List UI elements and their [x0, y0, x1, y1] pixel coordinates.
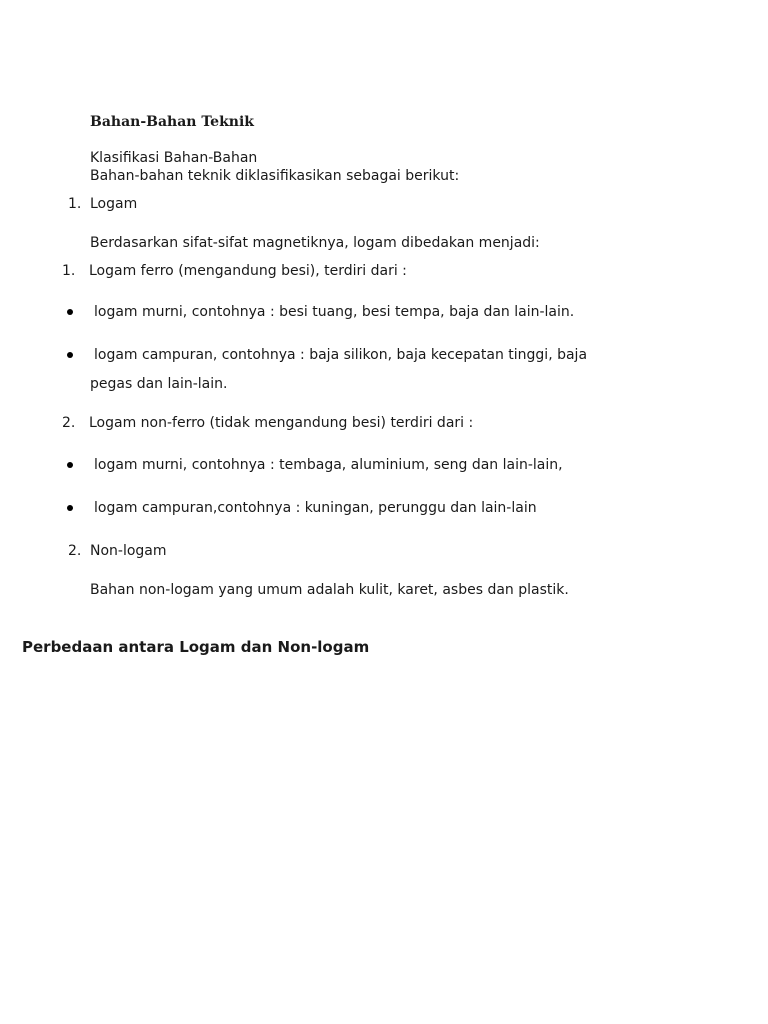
- ferro-item-2-continuation: pegas dan lain-lain.: [90, 376, 228, 392]
- bullet-icon: [67, 309, 73, 315]
- document-subtitle: Klasifikasi Bahan-Bahan: [90, 150, 258, 166]
- section1-description: Berdasarkan sifat-sifat magnetiknya, logam dibedakan menjadi:: [90, 235, 540, 251]
- intro-text: Bahan-bahan teknik diklasifikasikan sebagai berikut:: [90, 168, 460, 184]
- ferro-label: Logam ferro (mengandung besi), terdiri dari :: [89, 263, 407, 279]
- comparison-heading: Perbedaan antara Logam dan Non-logam: [22, 638, 370, 656]
- section1-marker: 1.: [68, 196, 82, 212]
- nonferro-marker: 2.: [62, 415, 76, 431]
- ferro-item-2: logam campuran, contohnya : baja silikon, baja kecepatan tinggi, baja: [94, 347, 588, 363]
- nonferro-label: Logam non-ferro (tidak mengandung besi) terdiri dari :: [89, 415, 474, 431]
- bullet-icon: [67, 505, 73, 511]
- section2-label: Non-logam: [90, 543, 167, 559]
- nonferro-item-1: logam murni, contohnya : tembaga, aluminium, seng dan lain-lain,: [94, 457, 563, 473]
- ferro-marker: 1.: [62, 263, 76, 279]
- ferro-item-1: logam murni, contohnya : besi tuang, besi tempa, baja dan lain-lain.: [94, 304, 575, 320]
- section2-marker: 2.: [68, 543, 82, 559]
- nonferro-item-2: logam campuran,contohnya : kuningan, perunggu dan lain-lain: [94, 500, 537, 516]
- section2-description: Bahan non-logam yang umum adalah kulit, karet, asbes dan plastik.: [90, 582, 569, 598]
- bullet-icon: [67, 352, 73, 358]
- document-title: Bahan-Bahan Teknik: [90, 114, 254, 130]
- bullet-icon: [67, 462, 73, 468]
- section1-label: Logam: [90, 196, 138, 212]
